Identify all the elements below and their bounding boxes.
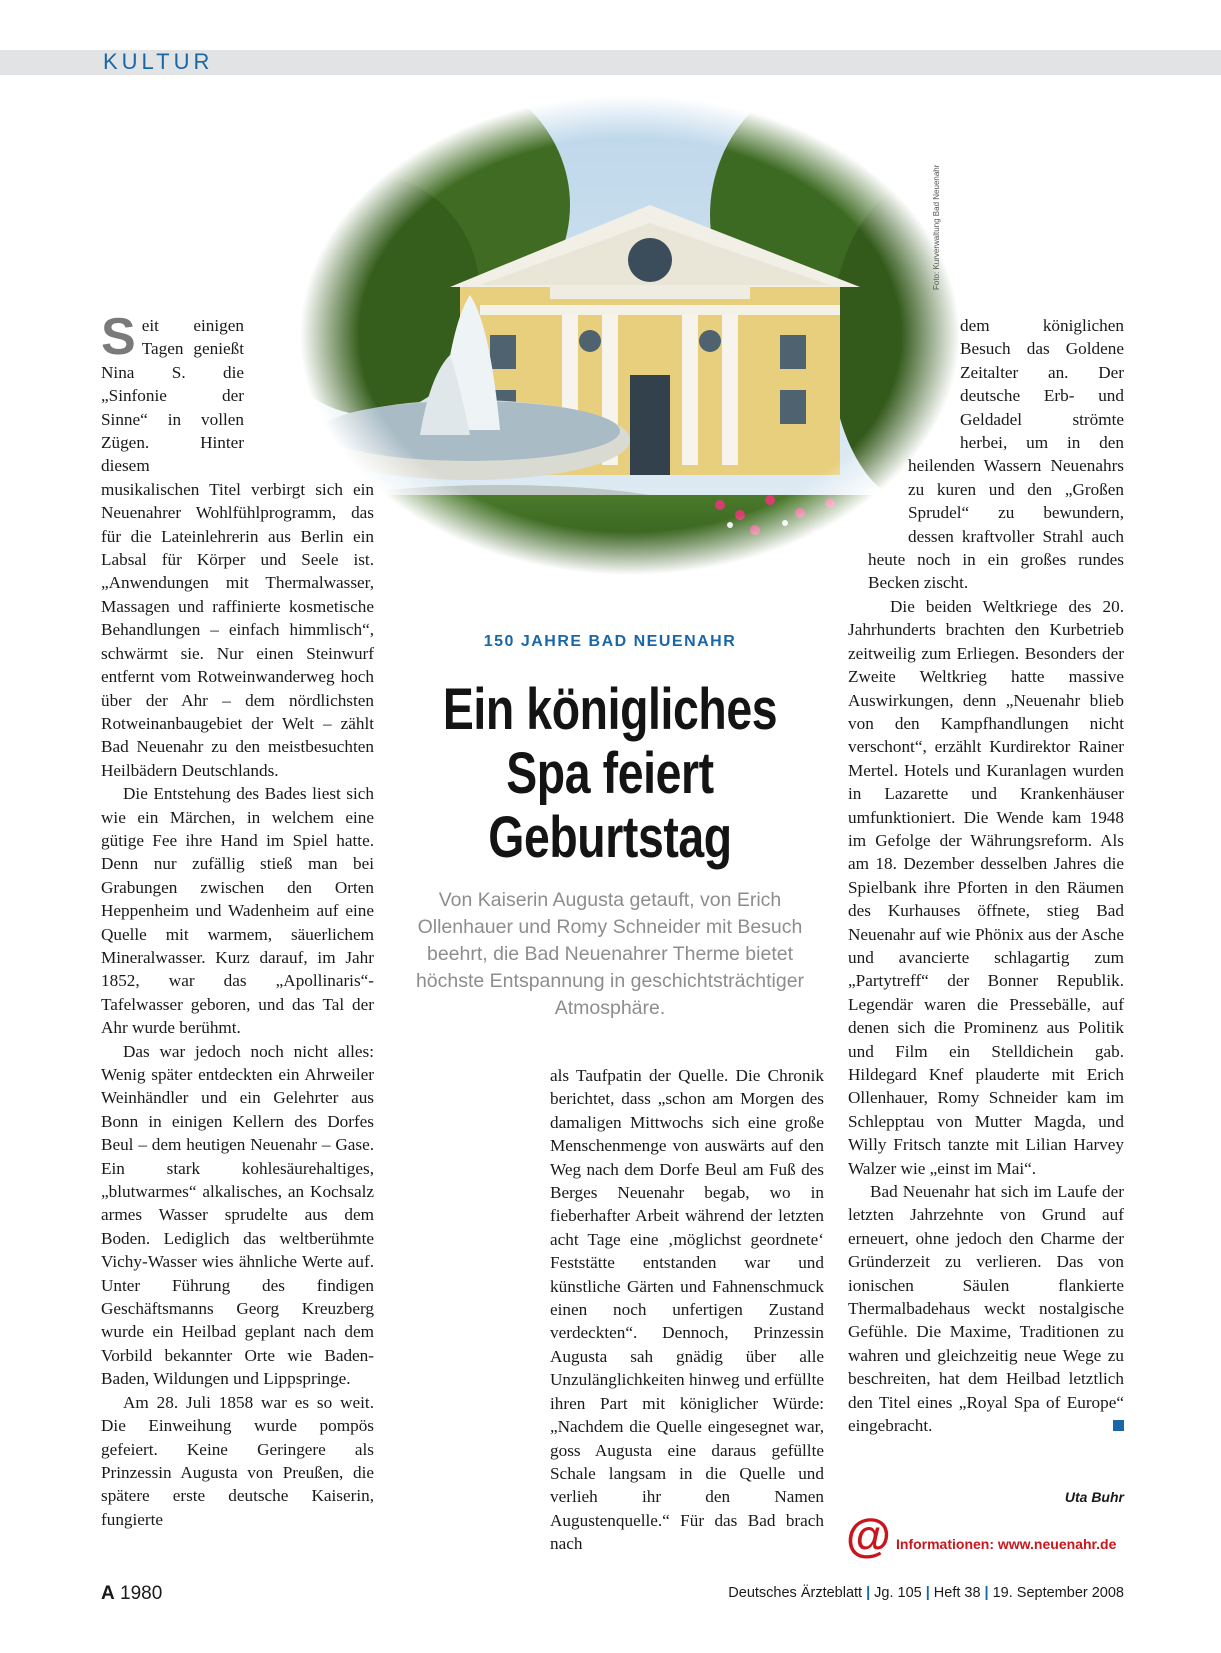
at-sign-icon: @ <box>846 1509 891 1561</box>
column-3-paragraph-2: Die beiden Weltkriege des 20. Jahrhunderts brachten den Kurbetrieb zeitweilig zum Erliegen. Besonders der Zweite Weltkrieg hatte massive Auswirkungen, denn „Neuenahr blieb von den Kampfhandlungen nicht verschont“, erzählt Kurdirektor Rainer Mertel. Hotels und Kuranlagen wurden in Lazarette und Krankenhäuser umfunktioniert. Die Wende kam 1948 im Gefolge der Währungsreform. Als am 18. Dezember desselben Jahres die Spielbank ihre Pforten in den Räumen des Kurhauses öffnete, stieg Bad Neuenahr auf wie Phönix aus der Asche und avancierte schlagartig zum „Partytreff“ der Bonner Republik. Legendär waren die Pressebälle, auf denen sich die Prominenz aus Politik und Film ein Stelldichein gab. Hildegard Knef plauderte mit Erich Ollenhauer, Romy Schneider kam im Schlepptau von Mutter Magda, und Willy Fritsch tanzte mit Lilian Harvey Walzer wie „einst im Mai“. <box>848 596 1124 1178</box>
photo-credit: Foto: Kurverwaltung Bad Neuenahr <box>932 164 941 290</box>
page-folio <box>101 1583 162 1605</box>
journal-date: 19. September 2008 <box>992 1585 1124 1601</box>
column-1-paragraph-3: Das war jedoch noch nicht alles: Wenig später entdeckten ein Ahrweiler Weinhändler und ein Gelehrter aus Bonn in einigen Kellern des Dorfes Beul – dem heutigen Neuenahr – Gase. Ein stark kohlesäurehaltiges, „blutwarmes“ alkalisches, an Kochsalz armes Wasser sprudelte aus dem Boden. Lediglich das weltberühmte Vichy-Wasser wies ähnliche Werte auf. Unter Führung des findigen Geschäftsmanns Georg Kreuzberg wurde ein Heilbad geplant nach dem Vorbild bekannter Orte wie Baden-Baden, Wildungen und Lippspringe. <box>101 1041 374 1389</box>
end-mark <box>1113 1420 1124 1431</box>
headline-line-3: Geburtstag <box>488 805 732 870</box>
photo-wrap-spacer <box>848 449 908 539</box>
article-kicker: 150 JAHRE BAD NEUENAHR <box>483 633 737 650</box>
info-line <box>896 1536 1116 1552</box>
separator: | <box>925 1585 930 1601</box>
journal-volume: Jg. 105 <box>874 1585 922 1601</box>
folio-letter: A <box>101 1583 115 1604</box>
headline-line-1: Ein königliches <box>442 677 778 742</box>
separator: | <box>984 1585 989 1601</box>
headline-line-2: Spa feiert <box>506 741 714 806</box>
column-1-paragraph-4: Am 28. Juli 1858 war es so weit. Die Einweihung wurde pompös gefeiert. Keine Geringere als Prinzessin Augusta von Preußen, die spätere erste deutsche Kaiserin, fungierte <box>101 1392 374 1529</box>
article-column-3 <box>848 314 1124 1438</box>
author-byline: Uta Buhr <box>1064 1489 1124 1505</box>
drop-cap: S <box>101 308 136 366</box>
info-link[interactable]: www.neuenahr.de <box>997 1536 1117 1552</box>
journal-name: Deutsches Ärzteblatt <box>728 1585 863 1601</box>
column-2-paragraph-1: als Taufpatin der Quelle. Die Chronik berichtet, dass „schon am Morgen des damaligen Mittwochs sich eine große Menschenmenge von auswärts auf den Weg nach dem Dorfe Beul am Fuß des Berges Neuenahr begab, wo in fieberhafter Arbeit während der letzten acht Tage eine ‚möglichst geordnete‘ Feststätte entstanden war und künstliche Gärten und Fahnenschmuck einen noch unfertigen Zustand verdeckten“. Dennoch, Prinzessin Augusta sah gnädig über alle Unzulänglichkeiten hinweg und erfüllte ihren Part mit königlicher Würde: „Nachdem die Quelle eingesegnet war, goss Augusta eine daraus gefüllte Schale langsam in die Quelle und verlieh ihr den Namen Augustenquelle.“ Für das Bad brach nach <box>550 1066 824 1554</box>
column-3-paragraph-1: dem königlichen Besuch das Goldene Zeitalter an. Der deutsche Erb- und Geldadel strömte herbei, um in den heilenden Wassern Neuenahrs zu kuren und den „Großen Sprudel“ zu bewundern, dessen kraftvoller Strahl auch heute noch in ein großes rundes Becken zischt. <box>868 316 1124 593</box>
column-3-paragraph-3: Bad Neuenahr hat sich im Laufe der letzten Jahrzehnte von Grund auf erneuert, ohne jedoch den Charme der Gründerzeit zu verlieren. Das von ionischen Säulen flankierte Thermalbadehaus weckt nostalgische Gefühle. Die Maxime, Traditionen zu wahren und gleichzeitig neue Wege zu beschreiten, hat dem Heilbad letztlich den Titel eines „Royal Spa of Europe“ eingebracht. <box>848 1182 1124 1436</box>
photo-wrap-spacer <box>244 314 374 464</box>
article-column-1 <box>101 308 374 1531</box>
column-1-paragraph-2: Die Entstehung des Bades liest sich wie ein Märchen, in welchem eine gütige Fee ihre Hand im Spiel hatte. Denn nur zufällig stieß man bei Grabungen zwischen den Orten Heppenheim und Wadenheim auf eine Quelle mit warmem, säuerlichem Mineralwasser. Kurz darauf, im Jahr 1852, war das „Apollinaris“-Tafelwasser geboren, und das Tal der Ahr wurde berühmt. <box>101 784 374 1038</box>
photo-wrap-spacer <box>848 314 960 449</box>
photo-wrap-spacer <box>848 539 868 609</box>
article-column-2 <box>550 1064 824 1556</box>
journal-issue: Heft 38 <box>933 1585 981 1601</box>
info-label: Informationen: <box>896 1536 994 1552</box>
separator: | <box>866 1585 871 1601</box>
page-number: 1980 <box>120 1583 163 1604</box>
column-1-paragraph-1: eit einigen Tagen genießt Nina S. die „Sinfonie der Sinne“ in vollen Zügen. Hinter diesem musikalischen Titel verbirgt sich ein Neuenahrer Wohlfühlprogramm, das für die Lateinlehrerin aus Berlin ein Labsal für Körper und Seele ist. „Anwendungen mit Thermalwasser, Massagen und raffinierte kosmetische Behandlungen – einfach himmlisch“, schwärmt sie. Nur einen Steinwurf entfernt vom Rotweinwanderweg hoch über der Ahr – dem nördlichsten Rotweinanbaugebiet der Welt – zählt Bad Neuenahr zu den meistbesuchten Heilbädern Deutschlands. <box>101 316 374 780</box>
article-headline <box>442 678 778 870</box>
article-lead: Von Kaiserin Augusta getauft, von Erich Ollenhauer und Romy Schneider mit Besuch beehrt, die Bad Neuenahrer Therme bietet höchste Entspannung in geschichtsträchtiger Atmosphäre. <box>415 889 805 1019</box>
section-label: KULTUR <box>103 49 214 74</box>
journal-footer <box>728 1585 1124 1601</box>
